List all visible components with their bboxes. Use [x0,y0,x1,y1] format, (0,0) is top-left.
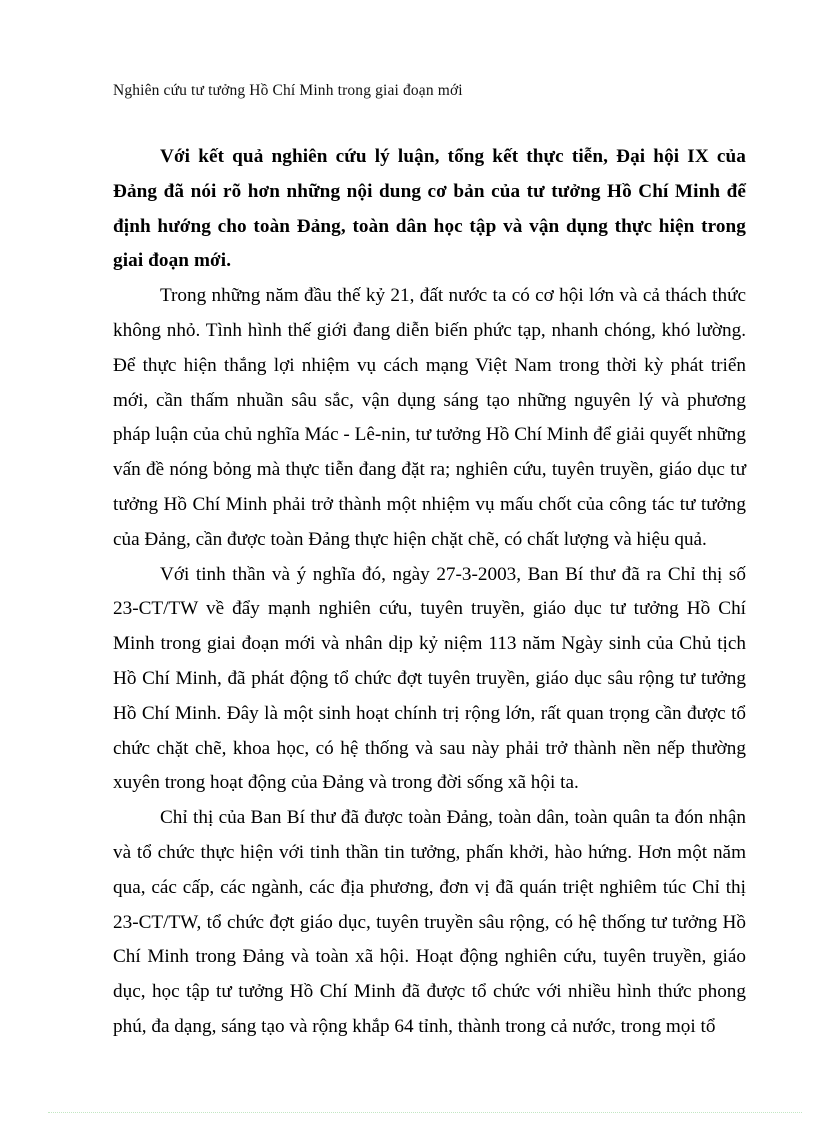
paragraph-3: Với tinh thần và ý nghĩa đó, ngày 27-3-2003, Ban Bí thư đã ra Chỉ thị số 23-CT/TW về đẩy mạnh nghiên cứu, tuyên truyền, giáo dục tư tưởng Hồ Chí Minh trong giai đoạn mới và nhân dịp kỷ niệm 113 năm Ngày sinh của Chủ tịch Hồ Chí Minh, đã phát động tổ chức đợt tuyên truyền, giáo dục sâu rộng tư tưởng Hồ Chí Minh. Đây là một sinh hoạt chính trị rộng lớn, rất quan trọng cần được tổ chức chặt chẽ, khoa học, có hệ thống và sau này phải trở thành nền nếp thường xuyên trong hoạt động của Đảng và trong đời sống xã hội ta. [113,563,746,794]
paragraph-4: Chỉ thị của Ban Bí thư đã được toàn Đảng, toàn dân, toàn quân ta đón nhận và tổ chức thực hiện với tinh thần tin tưởng, phấn khởi, hào hứng. Hơn một năm qua, các cấp, các ngành, các địa phương, đơn vị đã quán triệt nghiêm túc Chỉ thị 23-CT/TW, tổ chức đợt giáo dục, tuyên truyền sâu rộng, có hệ thống tư tưởng Hồ Chí Minh trong Đảng và toàn xã hội. Hoạt động nghiên cứu, tuyên truyền, giáo dục, học tập tư tưởng Hồ Chí Minh đã được tổ chức với nhiều hình thức phong phú, đa dạng, sáng tạo và rộng khắp 64 tỉnh, thành trong cả nước, trong mọi tổ [113,807,746,1037]
bottom-dotted-rule [48,1112,802,1114]
document-body [113,140,746,1045]
paragraph-2: Trong những năm đầu thế kỷ 21, đất nước ta có cơ hội lớn và cả thách thức không nhỏ. Tình hình thế giới đang diễn biến phức tạp, nhanh chóng, khó lường. Để thực hiện thắng lợi nhiệm vụ cách mạng Việt Nam trong thời kỳ phát triển mới, cần thấm nhuần sâu sắc, vận dụng sáng tạo những nguyên lý và phương pháp luận của chủ nghĩa Mác - Lê-nin, tư tưởng Hồ Chí Minh để giải quyết những vấn đề nóng bỏng mà thực tiễn đang đặt ra; nghiên cứu, tuyên truyền, giáo dục tư tưởng Hồ Chí Minh phải trở thành một nhiệm vụ mấu chốt của công tác tư tưởng của Đảng, cần được toàn Đảng thực hiện chặt chẽ, có chất lượng và hiệu quả. [113,285,746,550]
running-header: Nghiên cứu tư tưởng Hồ Chí Minh trong giai đoạn mới [113,82,463,99]
paragraph-1: Với kết quả nghiên cứu lý luận, tổng kết thực tiễn, Đại hội IX của Đảng đã nói rõ hơn những nội dung cơ bản của tư tưởng Hồ Chí Minh để định hướng cho toàn Đảng, toàn dân học tập và vận dụng thực hiện trong giai đoạn mới. [113,146,746,272]
